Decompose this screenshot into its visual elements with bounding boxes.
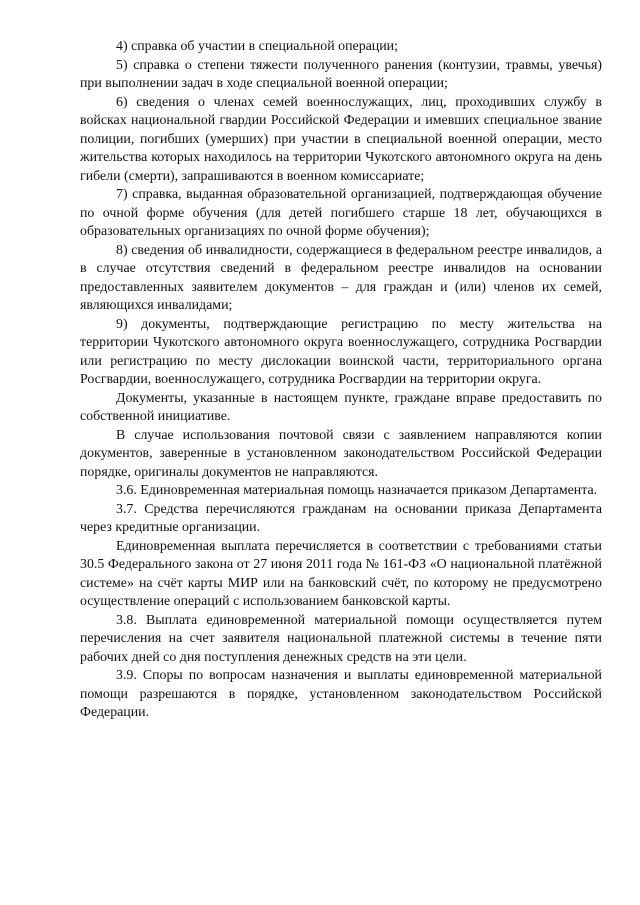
paragraph-3-6: 3.6. Единовременная материальная помощь назначается приказом Департамента.: [116, 483, 598, 498]
paragraph-3-7: 3.7. Средства перечисляются гражданам на основании приказа Департамента через кредитные организации.: [80, 501, 602, 535]
paragraph-item-9: 9) документы, подтверждающие регистрацию по месту жительства на территории Чукотского автономного округа военнослужащего, сотрудника Росгвардии или регистрацию по месту дислокации воинской части, территориального органа Росгвардии, военнослужащего, сотрудника Росгвардии на территории округа.: [80, 316, 602, 387]
paragraph-item-4: 4) справка об участии в специальной операции;: [116, 39, 398, 54]
paragraph-item-7: 7) справка, выданная образовательной организацией, подтверждающая обучение по очной форме обучения (для детей погибшего старше 18 лет, обучающихся в образовательных организациях по очной форме обучения);: [80, 187, 602, 239]
paragraph-3-9: 3.9. Споры по вопросам назначения и выплаты единовременной материальной помощи разрешаются в порядке, установленном законодательством Российской Федерации.: [80, 668, 602, 720]
paragraph-item-6: 6) сведения о членах семей военнослужащих, лиц, проходивших службу в войсках национальной гвардии Российской Федерации и имевших специальное звание полиции, погибших (умерших) при участии в специальной военной операции, место жительства которых находилось на территории Чукотского автономного округа на день гибели (смерти), запрашиваются в военном комиссариате;: [80, 94, 602, 184]
paragraph-postal-copies: В случае использования почтовой связи с заявлением направляются копии документов, заверенные в установленном законодательством Российской Федерации порядке, оригиналы документов не направляются.: [80, 427, 602, 480]
paragraph-own-initiative: Документы, указанные в настоящем пункте, граждане вправе предоставить по собственной инициативе.: [80, 390, 602, 424]
paragraph-item-8: 8) сведения об инвалидности, содержащиеся в федеральном реестре инвалидов, а в случае отсутствия сведений в федеральном реестре инвалидов на основании предоставленных заявителем документов – для граждан и (или) членов их семей, являющихся инвалидами;: [80, 242, 602, 313]
paragraph-payment-transfer: Единовременная выплата перечисляется в соответствии с требованиями статьи 30.5 Федерального закона от 27 июня 2011 года № 161-ФЗ «О национальной платёжной системе» на счёт карты МИР или на банковский счёт, по которому не предусмотрено осуществление операций с использованием банковской карты.: [80, 538, 602, 609]
paragraph-3-8: 3.8. Выплата единовременной материальной помощи осуществляется путем перечисления на счет заявителя национальной платежной системы в течение пяти рабочих дней со дня поступления денежных средств на эти цели.: [80, 612, 602, 665]
document-page: [80, 38, 602, 723]
paragraph-item-5: 5) справка о степени тяжести полученного ранения (контузии, травмы, увечья) при выполнении задач в ходе специальной военной операции;: [80, 57, 602, 91]
